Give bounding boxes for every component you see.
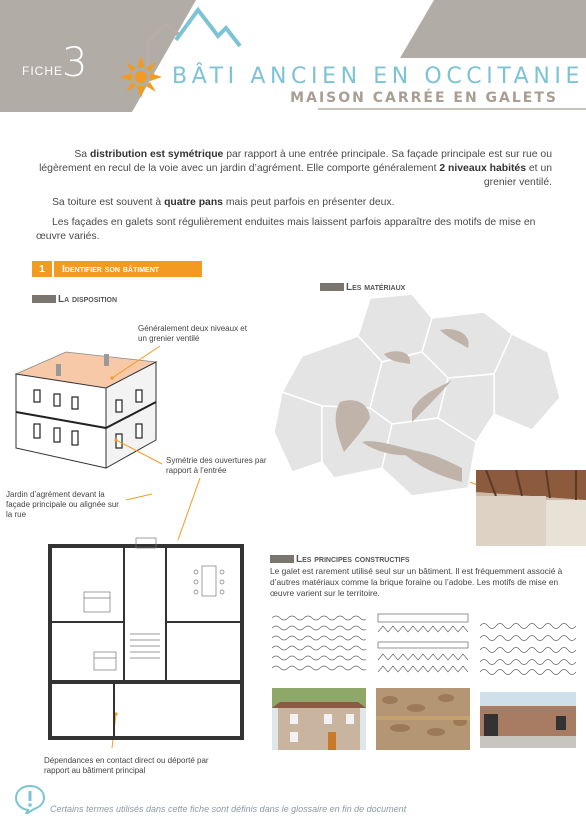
info-icon [14, 784, 46, 814]
document-subtitle: MAISON CARRÉE EN GALETS [290, 90, 558, 106]
fiche-number: 3 [62, 40, 88, 86]
annotation-symmetry: Symétrie des ouvertures par rapport à l’entrée [166, 456, 267, 475]
principes-text: Le galet est rarement utilisé seul sur un bâtiment. Il est fréquemment associé à d’autres matériaux comme la brique foraine ou l’adobe. Les motifs de mise en œuvre varient sur le territoire. [270, 566, 563, 598]
photo-galet-wall [376, 688, 470, 750]
annotation-outbuildings: Dépendances en contact direct ou déporté par rapport au bâtiment principal [44, 756, 209, 775]
galet-pattern-1 [272, 612, 366, 676]
disposition-heading: La disposition [32, 294, 117, 305]
section-number: 1 [32, 261, 54, 277]
section-label: Identifier son bâtiment [62, 263, 160, 275]
principes-heading: Les principes constructifs [270, 554, 410, 565]
photo-galet-interior [476, 470, 586, 546]
photo-house-facade [272, 688, 366, 750]
occitanie-region-map [262, 292, 566, 498]
intro-paragraph-2: Sa toiture est souvent à quatre pans mais peut parfois en présenter deux. [52, 197, 395, 208]
document-title: BÂTI ANCIEN EN OCCITANIE [172, 64, 584, 89]
materiaux-heading: Les matériaux [320, 282, 405, 293]
intro-paragraph-1: Sa distribution est symétrique par rapport à une entrée principale. Sa façade principale est sur rue ou légèrement en recul de la voie avec un jardin d’agrément. Elle comporte généralement 2 niveaux habités et un grenier ventilé. [39, 149, 552, 188]
intro-paragraph-3: Les façades en galets sont régulièrement enduites mais laissent parfois apparaître des motifs de mise en œuvre variés. [36, 217, 536, 242]
galet-pattern-3 [480, 618, 576, 676]
annotation-garden: Jardin d’agrément devant la façade principale ou alignée sur la rue [6, 490, 119, 519]
glossary-note: Certains termes utilisés dans cette fiche sont définis dans le glossaire en fin de document [50, 804, 407, 814]
photo-brick-galet-wall [480, 692, 576, 748]
fiche-label: FICHE [22, 64, 63, 78]
annotation-levels: Généralement deux niveaux et un grenier ventilé [138, 324, 247, 343]
floor-plan-illustration [44, 536, 254, 744]
galet-pattern-2 [376, 612, 470, 676]
